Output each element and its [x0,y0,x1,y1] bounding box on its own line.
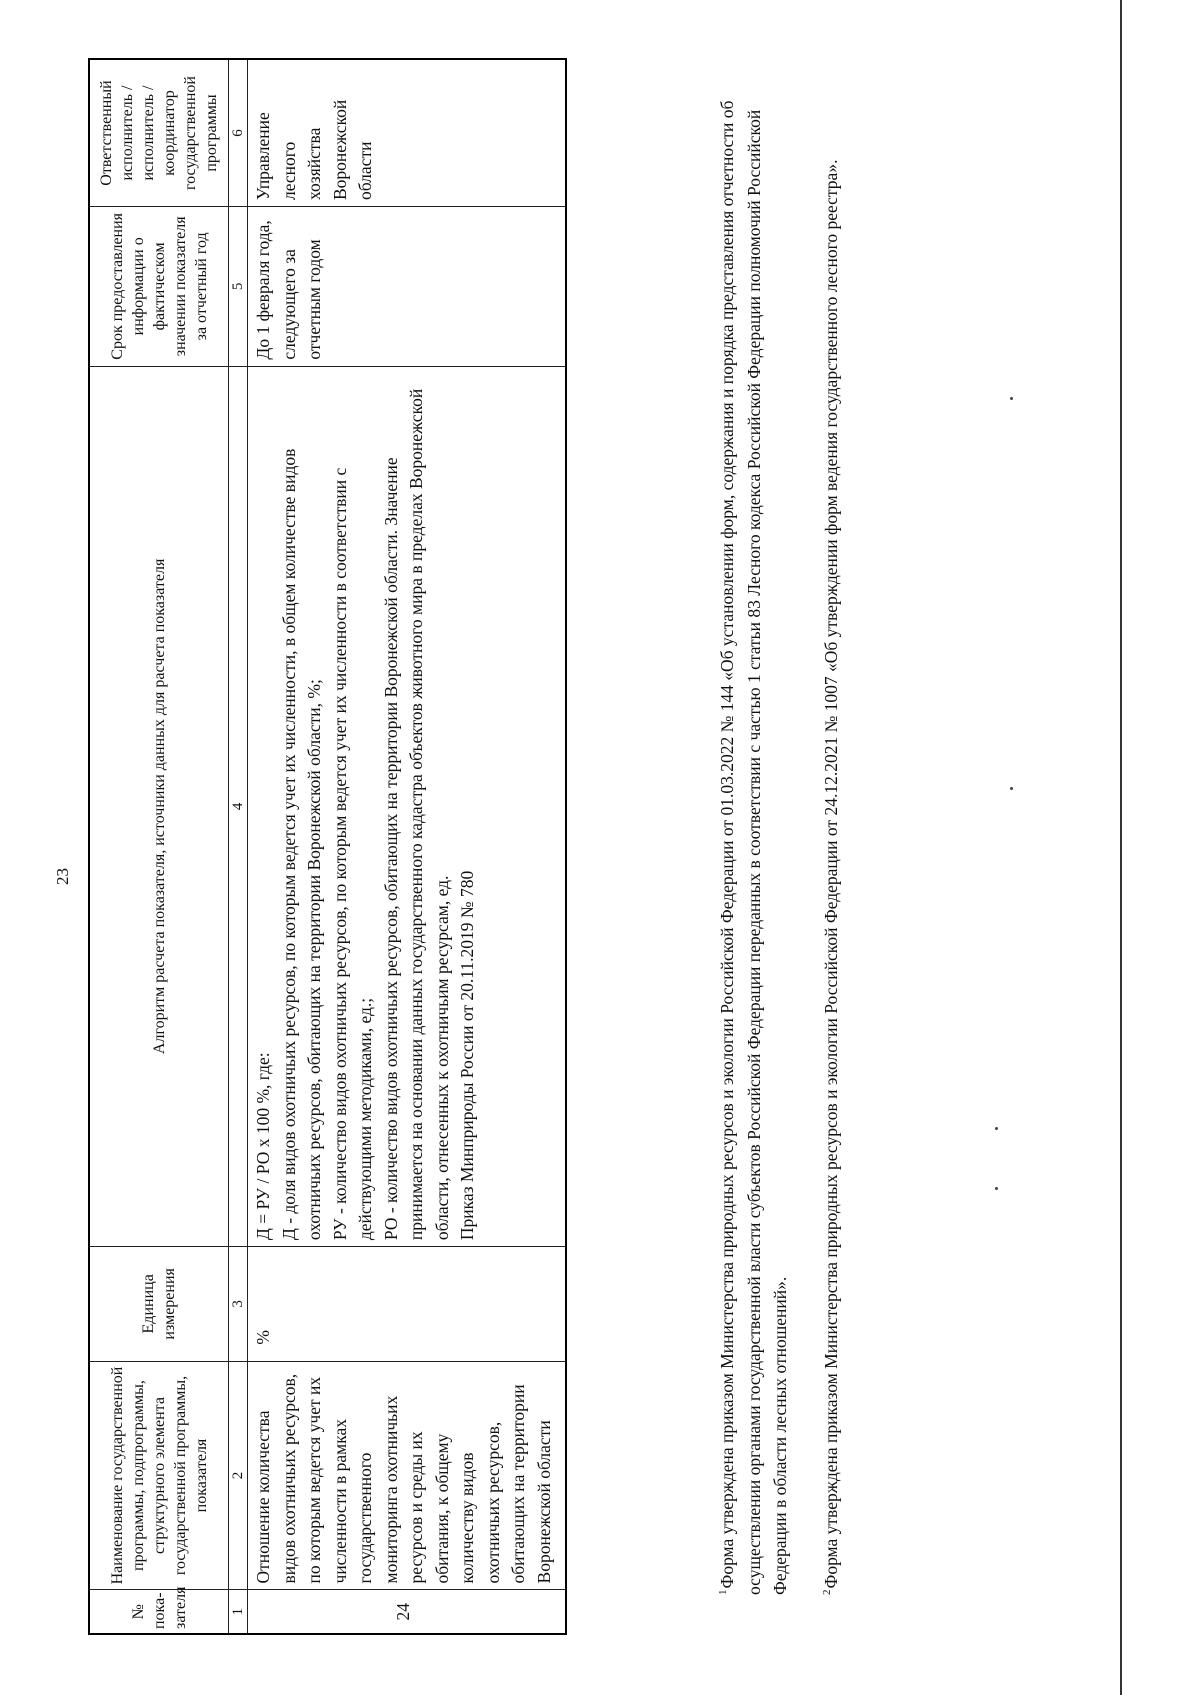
algorithm-definition-ru: РУ - количество видов охотничьих ресурсов, по которым ведется учет их численности в соответствии с действующими методиками, ед.; [329,463,375,1241]
column-number: 4 [229,366,248,1247]
footnote-mark: 1 [717,1589,729,1595]
scan-speck [995,1127,998,1130]
column-number: 5 [229,207,248,367]
scan-speck [1010,397,1013,400]
table-row [248,59,567,1634]
scan-edge-line [1120,0,1122,1695]
column-number: 1 [229,1590,248,1634]
footnote-text: Форма утверждена приказом Министерства природных ресурсов и экологии Российской Федерации от 01.03.2022 № 144 «Об установлении форм, содержания и порядка представления отчетности об осуществлении органами государственной власти субъектов Российской Федерации переданных в соответствии с частью 1 статьи 83 Лесного кодекса Российской Федерации полномочий Российской Федерации в области лесных отношений». [717,100,790,1595]
header-indicator-number: № пока-зателя [89,1590,229,1634]
indicator-table [88,58,567,1635]
column-number: 6 [229,59,248,207]
table-header-row [89,59,229,1634]
scan-speck [1010,787,1013,790]
header-deadline: Срок предоставления информации о фактическом значении показателя за отчетный год [89,207,229,367]
header-unit: Единица измерения [89,1247,229,1361]
column-number: 3 [229,1247,248,1361]
header-name: Наименование государственной программы, подпрограммы, структурного элемента государственной программы, показателя [89,1361,229,1590]
column-number: 2 [229,1361,248,1590]
row-unit: % [248,1247,567,1361]
footnotes [710,95,864,1595]
footnote-mark: 2 [820,1589,833,1595]
algorithm-formula: Д = РУ / РО x 100 %, где: [253,1052,273,1241]
row-indicator-number: 24 [248,1590,567,1634]
scan-speck [995,1187,998,1190]
row-deadline: До 1 февраля года, следующего за отчетным годом [248,207,567,367]
algorithm-definition-ro: РО - количество видов охотничьих ресурсов, обитающих на территории Воронежской области. Значение принимается на основании данных государственного кадастра объектов животного мира в пределах Воронежской области, отнесенных к охотничьим ресурсам, ед. [380,384,452,1241]
row-algorithm [248,366,567,1247]
row-responsible: Управление лесного хозяйства Воронежской области [248,59,567,207]
header-responsible: Ответственный исполнитель / исполнитель / координатор государственной программы [89,59,229,207]
page-number: 23 [53,868,72,885]
row-indicator-name: Отношение количества видов охотничьих ресурсов, по которым ведется учет их численности в рамках государственного мониторинга охотничьих ресурсов и среды их обитания, к общему количеству видов охотничьих ресурсов, обитающих на территории Воронежской области [248,1361,567,1590]
column-number-row [229,59,248,1634]
footnote-2 [814,95,845,1595]
algorithm-source: Приказ Минприроды России от 20.11.2019 № 780 [457,870,477,1241]
algorithm-definition-d: Д - доля видов охотничьих ресурсов, по которым ведется учет их численности, в общем количестве видов охотничьих ресурсов, обитающих на территории Воронежской области, %; [278,444,324,1241]
header-algorithm: Алгоритм расчета показателя, источники данных для расчета показателя [89,366,229,1247]
footnote-text: Форма утверждена приказом Министерства природных ресурсов и экологии Российской Федерации от 24.12.2021 № 1007 «Об утверждении форм ведения государственного лесного реестра». [820,159,841,1589]
footnote-1 [710,95,794,1595]
